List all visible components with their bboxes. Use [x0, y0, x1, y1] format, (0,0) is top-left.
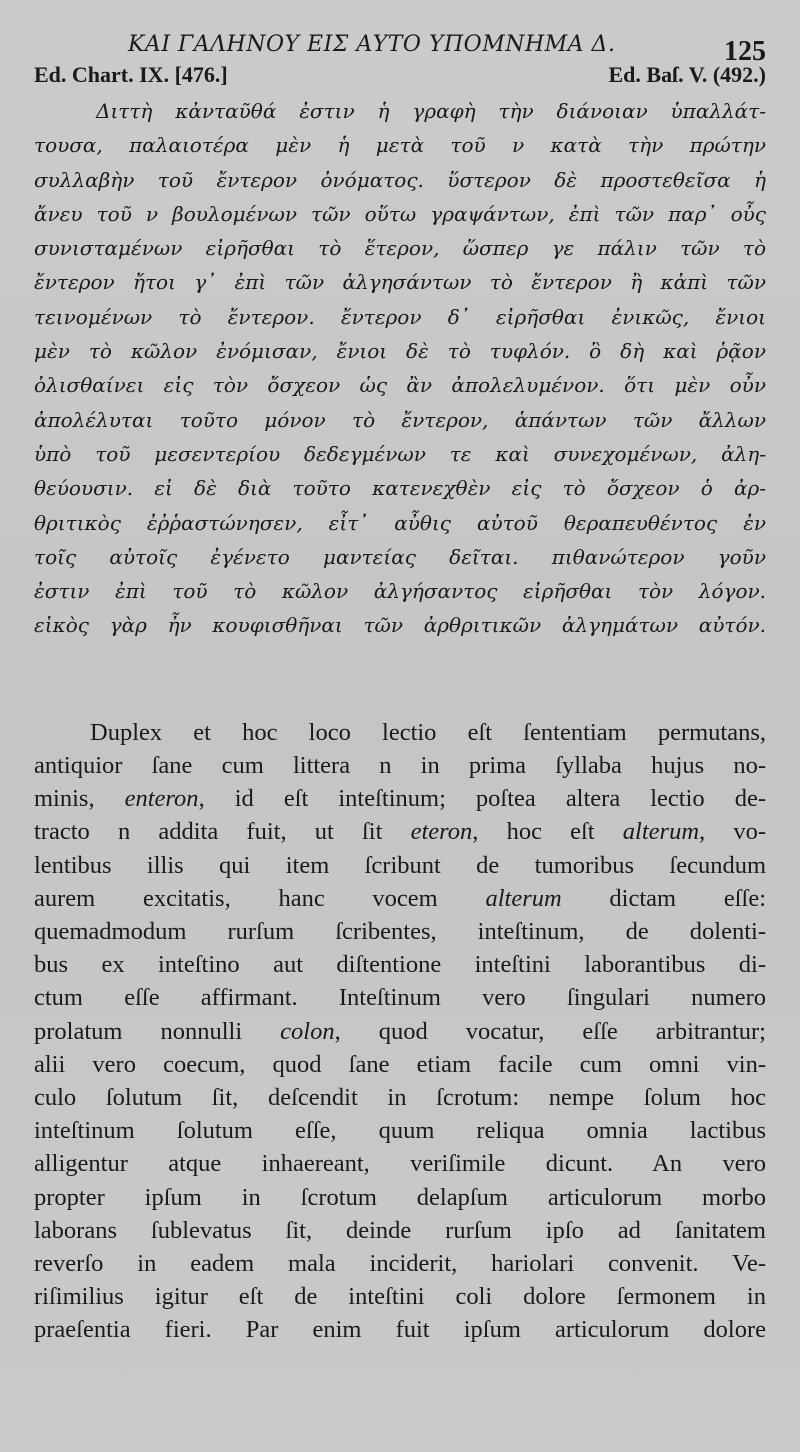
latin-text-line: minis, enteron, id eſt inteſtinum; poſtea altera lectio de-: [34, 785, 766, 813]
latin-text-line: tracto n addita fuit, ut ſit eteron, hoc eſt alterum, vo-: [34, 818, 766, 846]
italic-term: alterum: [485, 884, 562, 912]
latin-text-line: laborans ſublevatus ſit, deinde rurſum ipſo ad ſanitatem: [34, 1216, 766, 1244]
italic-term: alterum: [622, 818, 700, 846]
greek-text-line: τεινομένων τὸ ἔντερον. ἔντερον δ᾽ εἰρῆσθαι ἐνικῶς, ἔνιοι: [34, 304, 766, 329]
latin-text-line: inteſtinum ſolutum eſſe, quum reliqua omnia lactibus: [34, 1117, 766, 1145]
latin-text-line: reverſo in eadem mala inciderit, hariolari convenit. Ve-: [34, 1250, 766, 1277]
greek-text-line: τουσα, παλαιοτέρα μὲν ἡ μετὰ τοῦ ν κατὰ τὴν πρώτην: [34, 133, 766, 158]
edition-chartier-reference: Ed. Chart. IX. [476.]: [34, 62, 228, 87]
italic-term: enteron: [124, 785, 199, 813]
page-number: 125: [724, 36, 766, 67]
edition-basel-reference: Ed. Baſ. V. (492.): [608, 62, 766, 87]
greek-text-line: ἔντερον ἤτοι γ᾽ ἐπὶ τῶν ἀλγησάντων τὸ ἔντερον ἢ κἀπὶ τῶν: [34, 270, 766, 295]
latin-text-line: bus ex inteſtino aut diſtentione inteſtini laborantibus di-: [34, 951, 766, 979]
latin-text-line: alii vero coecum, quod ſane etiam facile cum omni vin-: [34, 1050, 766, 1078]
italic-term: colon: [280, 1017, 335, 1045]
latin-text-line: alligentur atque inhaereant, veriſimile dicunt. An vero: [34, 1150, 766, 1178]
running-title: ΚΑΙ ΓΑΛΗΝΟΥ ΕΙΣ ΑΥΤΟ ΥΠΟΜΝΗΜΑ Δ.: [128, 32, 616, 57]
latin-text-line: aurem excitatis, hanc vocem alterum dictam eſſe:: [34, 884, 766, 912]
edition-reference-line: [34, 62, 766, 92]
latin-text-line: lentibus illis qui item ſcribunt de tumoribus ſecundum: [34, 851, 766, 879]
greek-text-line: τοῖς αὐτοῖς ἐγένετο μαντείας δεῖται. πιθανώτερον γοῦν: [34, 544, 766, 569]
latin-text-line: propter ipſum in ſcrotum delapſum articulorum morbo: [34, 1183, 766, 1211]
greek-text-line: μὲν τὸ κῶλον ἐνόμισαν, ἔνιοι δὲ τὸ τυφλόν. ὃ δὴ καὶ ῥᾷον: [34, 339, 766, 364]
latin-text-line: riſimilius igitur eſt de inteſtini coli dolore ſermonem in: [34, 1283, 766, 1311]
greek-text-line: Διττὴ κἀνταῦθά ἐστιν ἡ γραφὴ τὴν διάνοιαν ὑπαλλάτ-: [96, 99, 766, 123]
latin-text-line: praeſentia fieri. Par enim fuit ipſum articulorum dolore: [34, 1316, 766, 1344]
greek-text-line: θεύουσιν. εἰ δὲ διὰ τοῦτο κατενεχθὲν εἰς τὸ ὄσχεον ὁ ἀρ-: [34, 476, 766, 501]
latin-text-line: Duplex et hoc loco lectio eſt ſententiam permutans,: [90, 718, 766, 746]
greek-text-line: ὑπὸ τοῦ μεσεντερίου δεδεγμένων τε καὶ συνεχομένων, ἀλη-: [34, 441, 766, 466]
latin-text-line: prolatum nonnulli colon, quod vocatur, eſſe arbitrantur;: [34, 1017, 766, 1045]
greek-text-line: ἀπολέλυται τοῦτο μόνον τὸ ἔντερον, ἁπάντων τῶν ἄλλων: [34, 407, 766, 432]
greek-text-line: ἐστιν ἐπὶ τοῦ τὸ κῶλον ἀλγήσαντος εἰρῆσθαι τὸν λόγον.: [34, 579, 766, 604]
latin-text-line: culo ſolutum ſit, deſcendit in ſcrotum: nempe ſolum hoc: [34, 1083, 766, 1111]
latin-text-line: antiquior ſane cum littera n in prima ſyllaba hujus no-: [34, 751, 766, 779]
latin-text-line: ctum eſſe affirmant. Inteſtinum vero ſingulari numero: [34, 984, 766, 1012]
latin-translation-text: [34, 716, 766, 1347]
greek-text-line: ἄνευ τοῦ ν βουλομένων τῶν οὕτω γραψάντων, ἐπὶ τῶν παρ᾽ οὖς: [34, 201, 766, 226]
italic-term: eteron: [410, 818, 473, 846]
latin-text-line: quemadmodum rurſum ſcribentes, inteſtinum, de dolenti-: [34, 917, 766, 945]
running-head: [34, 22, 766, 67]
greek-text-line: ὀλισθαίνει εἰς τὸν ὄσχεον ὡς ἂν ἀπολελυμένον. ὅτι μὲν οὖν: [34, 373, 766, 398]
greek-text-line: συλλαβὴν τοῦ ἔντερον ὀνόματος. ὕστερον δὲ προστεθεῖσα ἡ: [34, 167, 766, 192]
greek-commentary-text: [34, 94, 766, 643]
greek-text-line: θριτικὸς ἐῤῥαστώνησεν, εἶτ᾽ αὖθις αὐτοῦ θεραπευθέντος ἐν: [34, 510, 766, 535]
greek-text-line: εἰκὸς γὰρ ἦν κουφισθῆναι τῶν ἀρθριτικῶν ἀλγημάτων αὐτόν.: [34, 613, 766, 638]
greek-text-line: συνισταμένων εἰρῆσθαι τὸ ἕτερον, ὥσπερ γε πάλιν τῶν τὸ: [34, 236, 766, 261]
section-gap: [34, 643, 766, 716]
